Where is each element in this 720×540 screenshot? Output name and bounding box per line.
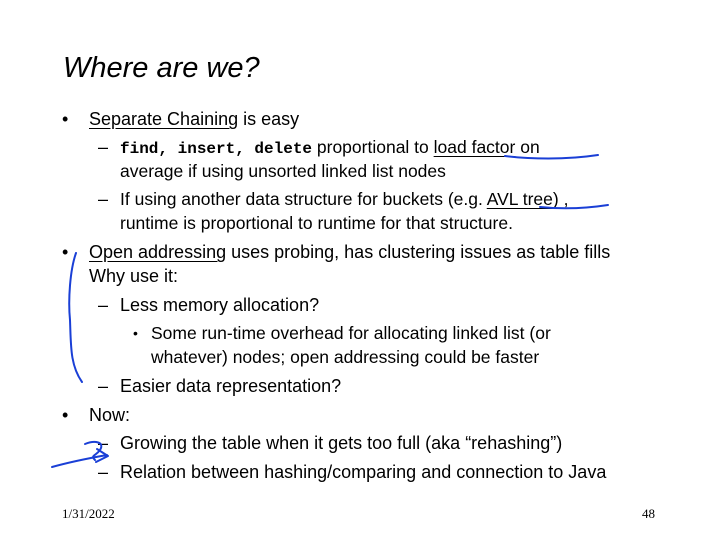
bullet-open-addressing: [89, 241, 610, 263]
sub-text: If using another data structure for buckets (e.g.: [120, 189, 487, 209]
slide-title: Where are we?: [63, 52, 260, 84]
dash-marker: –: [98, 189, 109, 209]
bullet-marker: •: [62, 405, 69, 425]
avl-tree-link[interactable]: AVL tree: [486, 189, 553, 209]
bullet-text: is easy: [238, 109, 300, 129]
open-addressing-link[interactable]: Open addressing: [89, 242, 227, 262]
dash-marker: –: [98, 376, 109, 396]
code-find-insert-delete: find, insert, delete: [120, 140, 313, 158]
load-factor-link[interactable]: load factor: [433, 137, 516, 157]
bullet-text: uses probing, has clustering issues as table fills: [226, 242, 611, 262]
sub-avl-tree: [120, 188, 568, 210]
sub-text: ) ,: [552, 189, 569, 209]
subsub-runtime-overhead: Some run-time overhead for allocating linked list (or: [151, 323, 551, 343]
sub-find-insert-delete: [120, 136, 540, 160]
bullet-open-addressing-line2: Why use it:: [89, 266, 179, 286]
bullet-now: Now:: [89, 405, 131, 425]
bullet-separate-chaining: [89, 108, 299, 130]
small-bullet-marker: •: [133, 325, 138, 341]
sub-find-line2: average if using unsorted linked list nodes: [120, 161, 446, 181]
separate-chaining-link[interactable]: Separate Chaining: [89, 109, 239, 129]
sub-rehashing: Growing the table when it gets too full (aka “rehashing”): [120, 433, 563, 453]
bullet-marker: •: [62, 242, 69, 262]
footer-date: 1/31/2022: [62, 506, 115, 521]
subsub-runtime-overhead-line2: whatever) nodes; open addressing could be faster: [151, 347, 540, 367]
sub-easier-representation: Easier data representation?: [120, 376, 342, 396]
dash-marker: –: [98, 137, 109, 157]
sub-less-memory: Less memory allocation?: [120, 295, 320, 315]
dash-marker: –: [98, 462, 109, 482]
sub-text: on: [515, 137, 540, 157]
sub-text: proportional to: [312, 137, 434, 157]
dash-marker: –: [98, 433, 109, 453]
sub-avl-line2: runtime is proportional to runtime for that structure.: [120, 213, 513, 233]
footer-page-number: 48: [642, 506, 655, 521]
sub-hashing-java: Relation between hashing/comparing and connection to Java: [120, 462, 607, 482]
dash-marker: –: [98, 295, 109, 315]
bullet-marker: •: [62, 109, 69, 129]
ink-bracket-open-addressing: [69, 253, 82, 382]
